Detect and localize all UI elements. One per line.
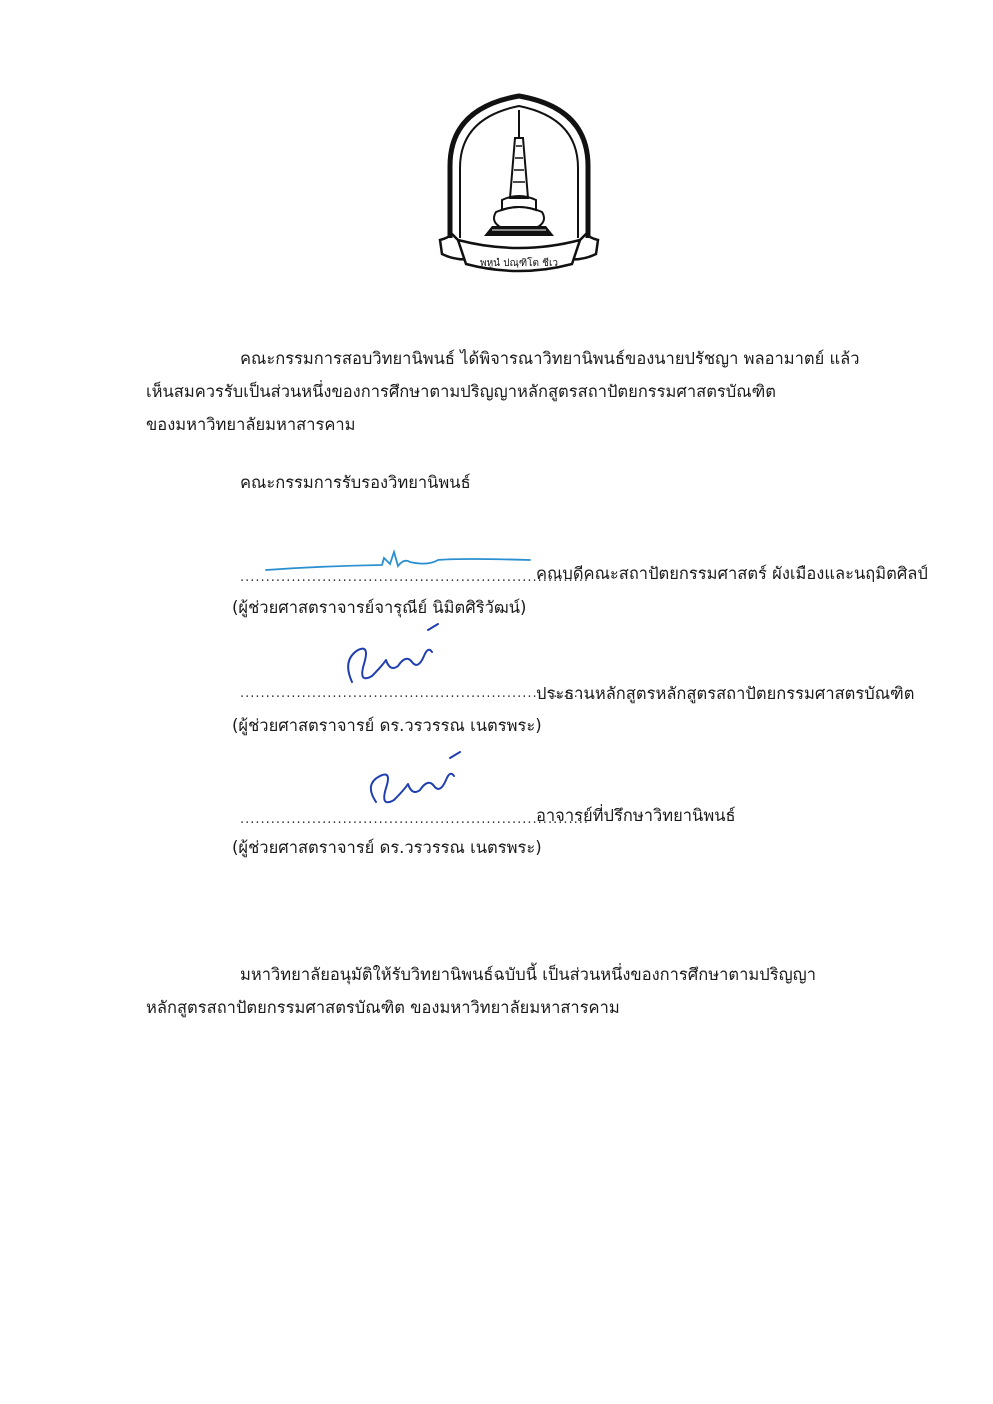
signature-line: ....................................................................	[240, 812, 589, 827]
signatory-block	[0, 620, 993, 740]
signatory-block	[0, 750, 993, 870]
paragraph-line: มหาวิทยาลัยอนุมัติให้รับวิทยานิพนธ์ฉบับนี้ เป็นส่วนหนึ่งของการศึกษาตามปริญญา	[240, 965, 816, 984]
university-seal-icon	[436, 88, 602, 276]
signature-line: ....................................................................	[240, 686, 589, 701]
signatory-name: (ผู้ช่วยศาสตราจารย์ ดร.วรวรรณ เนตรพระ)	[232, 716, 542, 735]
approval-paragraph	[146, 342, 906, 441]
signature-line: ....................................................................	[240, 570, 589, 585]
paragraph-line: เห็นสมควรรับเป็นส่วนหนึ่งของการศึกษาตามปริญญาหลักสูตรสถาปัตยกรรมศาสตรบัณฑิต	[146, 382, 776, 401]
committee-heading: คณะกรรมการรับรองวิทยานิพนธ์	[240, 473, 471, 492]
signatory-role: ประธานหลักสูตรหลักสูตรสถาปัตยกรรมศาสตรบัณฑิต	[536, 684, 915, 703]
university-approval-paragraph	[146, 958, 906, 1024]
signatory-role: คณบดีคณะสถาปัตยกรรมศาสตร์ ผังเมืองและนฤมิตศิลป์	[536, 564, 928, 583]
signature-image	[232, 750, 542, 820]
paragraph-line: ของมหาวิทยาลัยมหาสารคาม	[146, 415, 356, 434]
signatory-name: (ผู้ช่วยศาสตราจารย์ ดร.วรวรรณ เนตรพระ)	[232, 838, 542, 857]
paragraph-line: หลักสูตรสถาปัตยกรรมศาสตรบัณฑิต ของมหาวิทยาลัยมหาสารคาม	[146, 998, 620, 1017]
signatory-name: (ผู้ช่วยศาสตราจารย์จารุณีย์ นิมิตศิริวัฒน์)	[232, 598, 527, 617]
signatory-role: อาจารย์ที่ปรึกษาวิทยานิพนธ์	[536, 806, 736, 825]
seal-motto: พหูนํ ปณฺฑิโต ชีเว	[480, 258, 558, 269]
paragraph-line: คณะกรรมการสอบวิทยานิพนธ์ ได้พิจารณาวิทยานิพนธ์ของนายปรัชญา พลอามาตย์ แล้ว	[240, 349, 860, 368]
